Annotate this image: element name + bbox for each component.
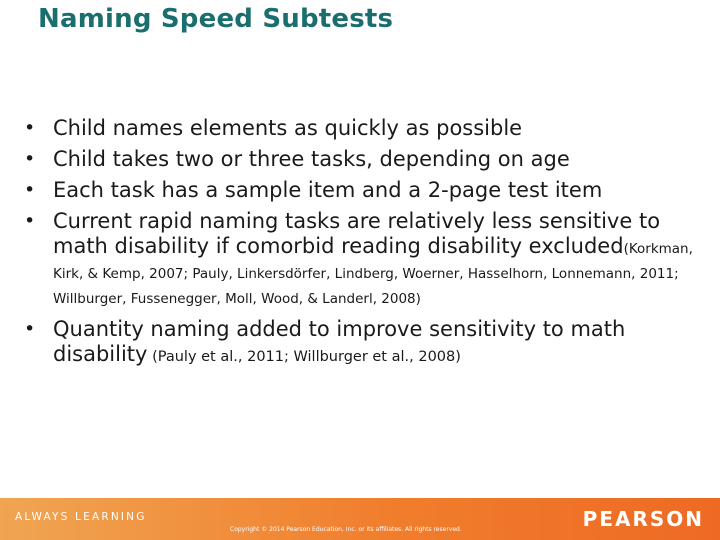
footer-bar bbox=[0, 498, 720, 540]
bullet-dot: • bbox=[24, 148, 36, 170]
bullet-dot: • bbox=[24, 117, 36, 139]
bullet-text: Quantity naming added to improve sensitivity to math disability bbox=[53, 317, 626, 366]
footer-tagline: ALWAYS LEARNING bbox=[15, 511, 147, 523]
bullet-citation: (Pauly et al., 2011; Willburger et al., 2008) bbox=[147, 349, 461, 365]
slide-title: Naming Speed Subtests bbox=[38, 4, 394, 34]
pearson-logo: PEARSON bbox=[582, 507, 704, 531]
bullet-item bbox=[24, 317, 704, 370]
bullet-list bbox=[24, 116, 704, 376]
bullet-citation: (Korkman, Kirk, & Kemp, 2007; Pauly, Linkersdörfer, Lindberg, Woerner, Hasselhorn, Lonnemann, 2011; Willburger, Fussenegger, Moll, Wood, & Landerl, 2008) bbox=[53, 241, 693, 307]
bullet-text: Current rapid naming tasks are relatively less sensitive to math disability if comorbid reading disability excluded bbox=[53, 209, 661, 258]
bullet-text: Each task has a sample item and a 2-page test item bbox=[53, 178, 603, 202]
bullet-item bbox=[24, 147, 704, 172]
bullet-text: Child names elements as quickly as possible bbox=[53, 116, 523, 140]
bullet-item bbox=[24, 178, 704, 203]
bullet-dot: • bbox=[24, 318, 36, 340]
bullet-dot: • bbox=[24, 210, 36, 232]
bullet-item bbox=[24, 209, 704, 309]
bullet-dot: • bbox=[24, 179, 36, 201]
bullet-text: Child takes two or three tasks, depending on age bbox=[53, 147, 570, 171]
bullet-item bbox=[24, 116, 704, 141]
footer-copyright: Copyright © 2014 Pearson Education, Inc. or its affiliates. All rights reserved. bbox=[230, 526, 462, 533]
